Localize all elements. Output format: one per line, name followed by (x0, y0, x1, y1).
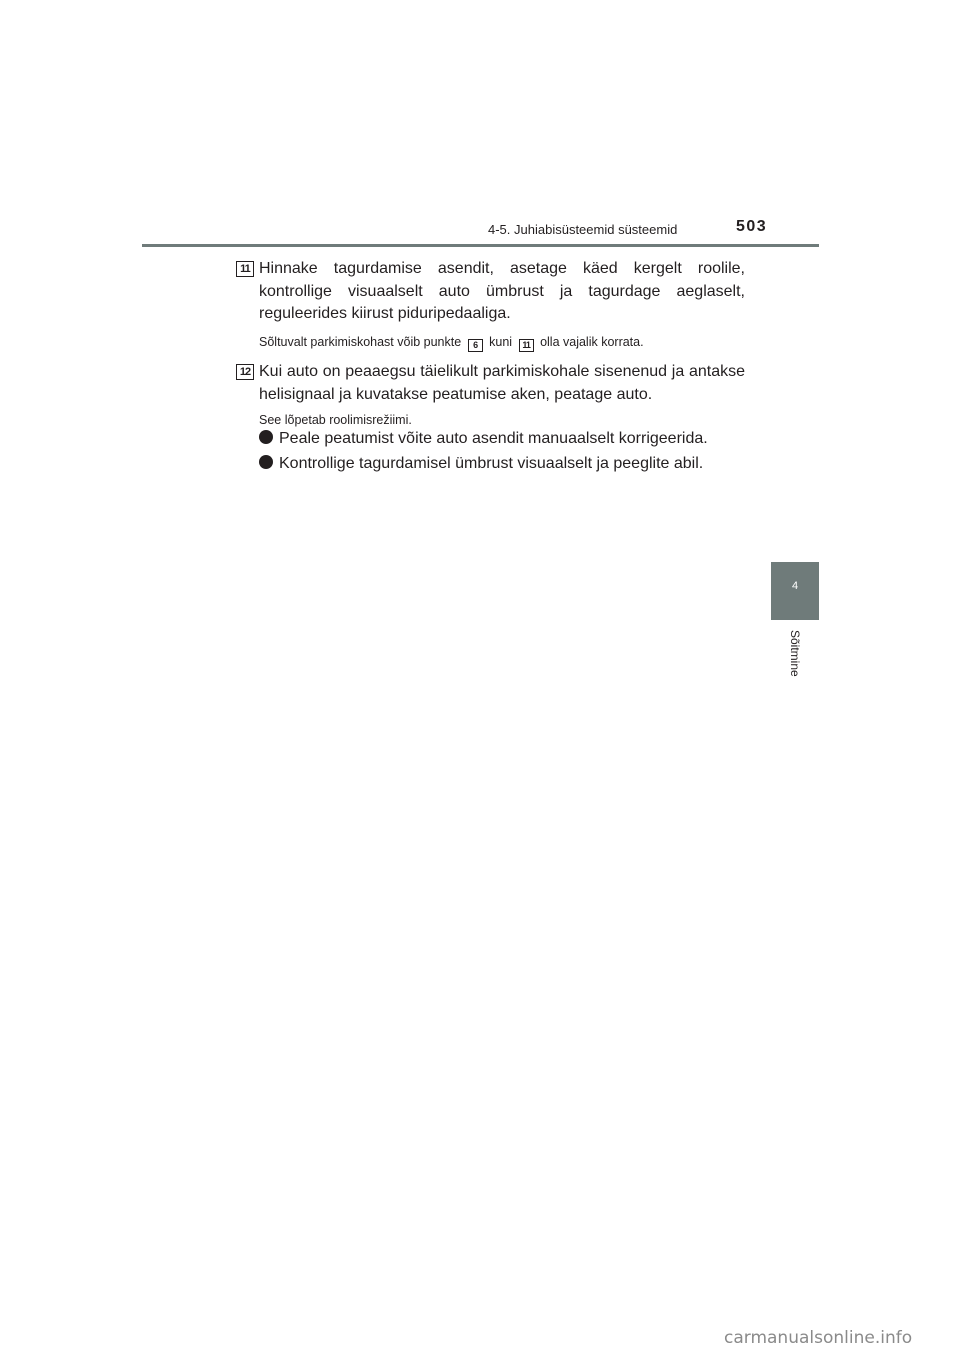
step-number-badge: 11 (236, 261, 254, 277)
chapter-title: Sõitmine (788, 630, 802, 677)
step-number-badge: 12 (236, 364, 254, 380)
watermark: carmanualsonline.info (724, 1328, 913, 1348)
step-instruction: Kui auto on peaaegsu täielikult parkimiskohale sisenenud ja antakse helisignaal ja kuvatakse peatumise aken, peatage auto. (259, 363, 745, 403)
step-reference-badge: 11 (519, 339, 534, 352)
header-divider (142, 244, 819, 247)
step-note: See lõpetab roolimisrežiimi. (259, 413, 412, 427)
chapter-label (771, 630, 819, 690)
note-text-after: olla vajalik korrata. (540, 335, 644, 349)
bullet-item (259, 453, 703, 475)
step-note (259, 334, 644, 352)
bullet-dot-icon (259, 430, 273, 444)
chapter-tab (771, 562, 819, 620)
section-title: 4-5. Juhiabisüsteemid süsteemid (488, 222, 678, 237)
bullet-dot-icon (259, 455, 273, 469)
chapter-number: 4 (791, 580, 799, 592)
bullet-text: Kontrollige tagurdamisel ümbrust visuaalselt ja peeglite abil. (279, 455, 704, 472)
note-text-before: Sõltuvalt parkimiskohast võib punkte (259, 335, 462, 349)
bullet-item (259, 428, 708, 450)
bullet-text: Peale peatumist võite auto asendit manuaalselt korrigeerida. (279, 430, 708, 447)
step-reference-badge: 6 (468, 339, 483, 352)
page-number: 503 (736, 218, 768, 235)
note-text-middle: kuni (489, 335, 513, 349)
step-instruction: Hinnake tagurdamise asendit, asetage käed kergelt roolile, kontrollige visuaalselt auto ümbrust ja tagurdage aeglaselt, reguleerides kiirust piduripedaaliga. (259, 260, 745, 322)
